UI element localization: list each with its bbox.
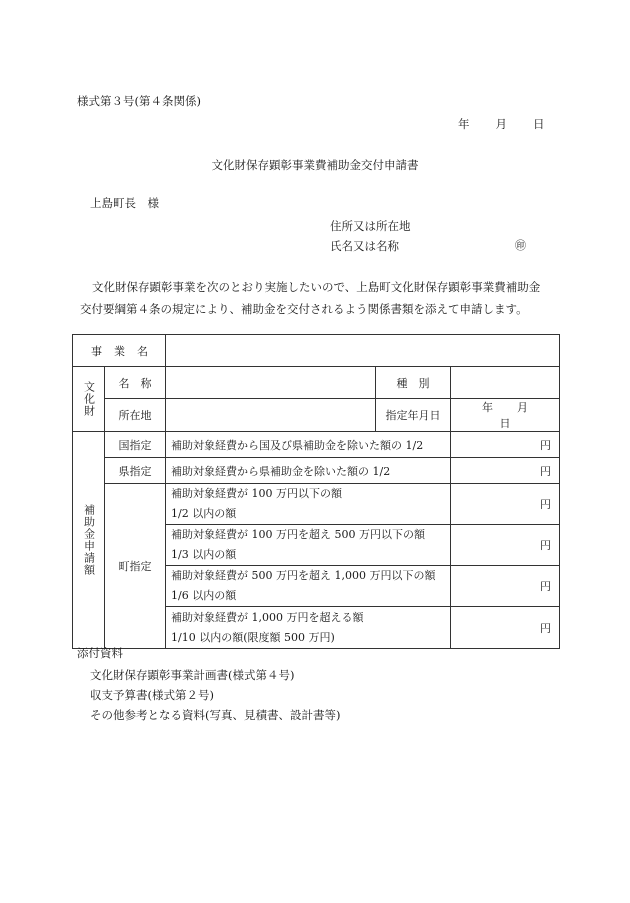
town-rate-tier-3 bbox=[166, 566, 451, 607]
town-tier-2-line-1: 補助対象経費が 100 万円を超え 500 万円以下の額 bbox=[171, 528, 425, 541]
location-label: 所在地 bbox=[105, 399, 166, 432]
town-rate-tier-1 bbox=[166, 484, 451, 525]
designation-year: 年 bbox=[482, 401, 494, 414]
property-name-label: 名 称 bbox=[105, 367, 166, 399]
national-rate-text: 補助対象経費から国及び県補助金を除いた額の 1/2 bbox=[166, 432, 451, 458]
property-type-label: 種 別 bbox=[376, 367, 451, 399]
body-line-2: 交付要綱第４条の規定により、補助金を交付されるよう関係書類を添えて申請します。 bbox=[80, 302, 528, 316]
town-tier-3-amount[interactable]: 円 bbox=[451, 566, 560, 607]
property-type-value[interactable] bbox=[451, 367, 560, 399]
address-label: 住所又は所在地 bbox=[330, 219, 411, 233]
town-rate-tier-4 bbox=[166, 607, 451, 649]
town-tier-2-line-2: 1/3 以内の額 bbox=[171, 548, 237, 561]
date-day: 日 bbox=[533, 117, 545, 131]
prefecture-designation-label: 県指定 bbox=[105, 458, 166, 484]
project-name-label: 事業名 bbox=[73, 335, 166, 367]
town-tier-4-line-1: 補助対象経費が 1,000 万円を超える額 bbox=[171, 610, 364, 624]
town-tier-3-line-2: 1/6 以内の額 bbox=[171, 589, 237, 602]
town-rate-tier-2 bbox=[166, 525, 451, 566]
seal-mark: ㊞ bbox=[515, 239, 526, 252]
attachment-item: 文化財保存顕彰事業計画書(様式第４号) bbox=[90, 668, 295, 682]
prefecture-amount[interactable]: 円 bbox=[451, 458, 560, 484]
designation-month: 月 bbox=[517, 401, 529, 414]
body-line-1: 文化財保存顕彰事業を次のとおり実施したいので、上島町文化財保存顕彰事業費補助金 bbox=[92, 280, 541, 294]
national-amount[interactable]: 円 bbox=[451, 432, 560, 458]
document-title: 文化財保存顕彰事業費補助金交付申請書 bbox=[211, 158, 419, 172]
designation-date-label: 指定年月日 bbox=[376, 399, 451, 432]
town-tier-2-amount[interactable]: 円 bbox=[451, 525, 560, 566]
designation-date-value[interactable] bbox=[451, 399, 560, 432]
designation-day: 日 bbox=[499, 417, 511, 430]
town-designation-label: 町指定 bbox=[105, 484, 166, 649]
national-designation-label: 国指定 bbox=[105, 432, 166, 458]
property-name-value[interactable] bbox=[166, 367, 376, 399]
addressee: 上島町長 様 bbox=[90, 196, 159, 210]
cultural-property-label: 文化財 bbox=[73, 367, 105, 432]
application-date bbox=[458, 119, 545, 131]
body-paragraph bbox=[80, 276, 560, 320]
subsidy-amount-label: 補助金申請額 bbox=[73, 432, 105, 649]
form-number: 様式第３号(第４条関係) bbox=[77, 94, 201, 108]
town-tier-4-amount[interactable]: 円 bbox=[451, 607, 560, 649]
town-tier-4-line-2: 1/10 以内の額(限度額 500 万円) bbox=[171, 630, 335, 644]
application-table bbox=[72, 334, 560, 649]
town-tier-1-line-2: 1/2 以内の額 bbox=[171, 507, 237, 520]
town-tier-1-amount[interactable]: 円 bbox=[451, 484, 560, 525]
location-value[interactable] bbox=[166, 399, 376, 432]
prefecture-rate-text: 補助対象経費から県補助金を除いた額の 1/2 bbox=[166, 458, 451, 484]
attachments-heading: 添付資料 bbox=[77, 646, 123, 660]
town-tier-3-line-1: 補助対象経費が 500 万円を超え 1,000 万円以下の額 bbox=[171, 569, 436, 582]
project-name-value[interactable] bbox=[166, 335, 560, 367]
attachment-item: その他参考となる資料(写真、見積書、設計書等) bbox=[90, 708, 341, 722]
name-label: 氏名又は名称 bbox=[330, 239, 399, 253]
attachment-item: 収支予算書(様式第２号) bbox=[90, 688, 214, 702]
date-year: 年 bbox=[458, 117, 470, 131]
date-month: 月 bbox=[495, 117, 507, 131]
town-tier-1-line-1: 補助対象経費が 100 万円以下の額 bbox=[171, 487, 342, 500]
